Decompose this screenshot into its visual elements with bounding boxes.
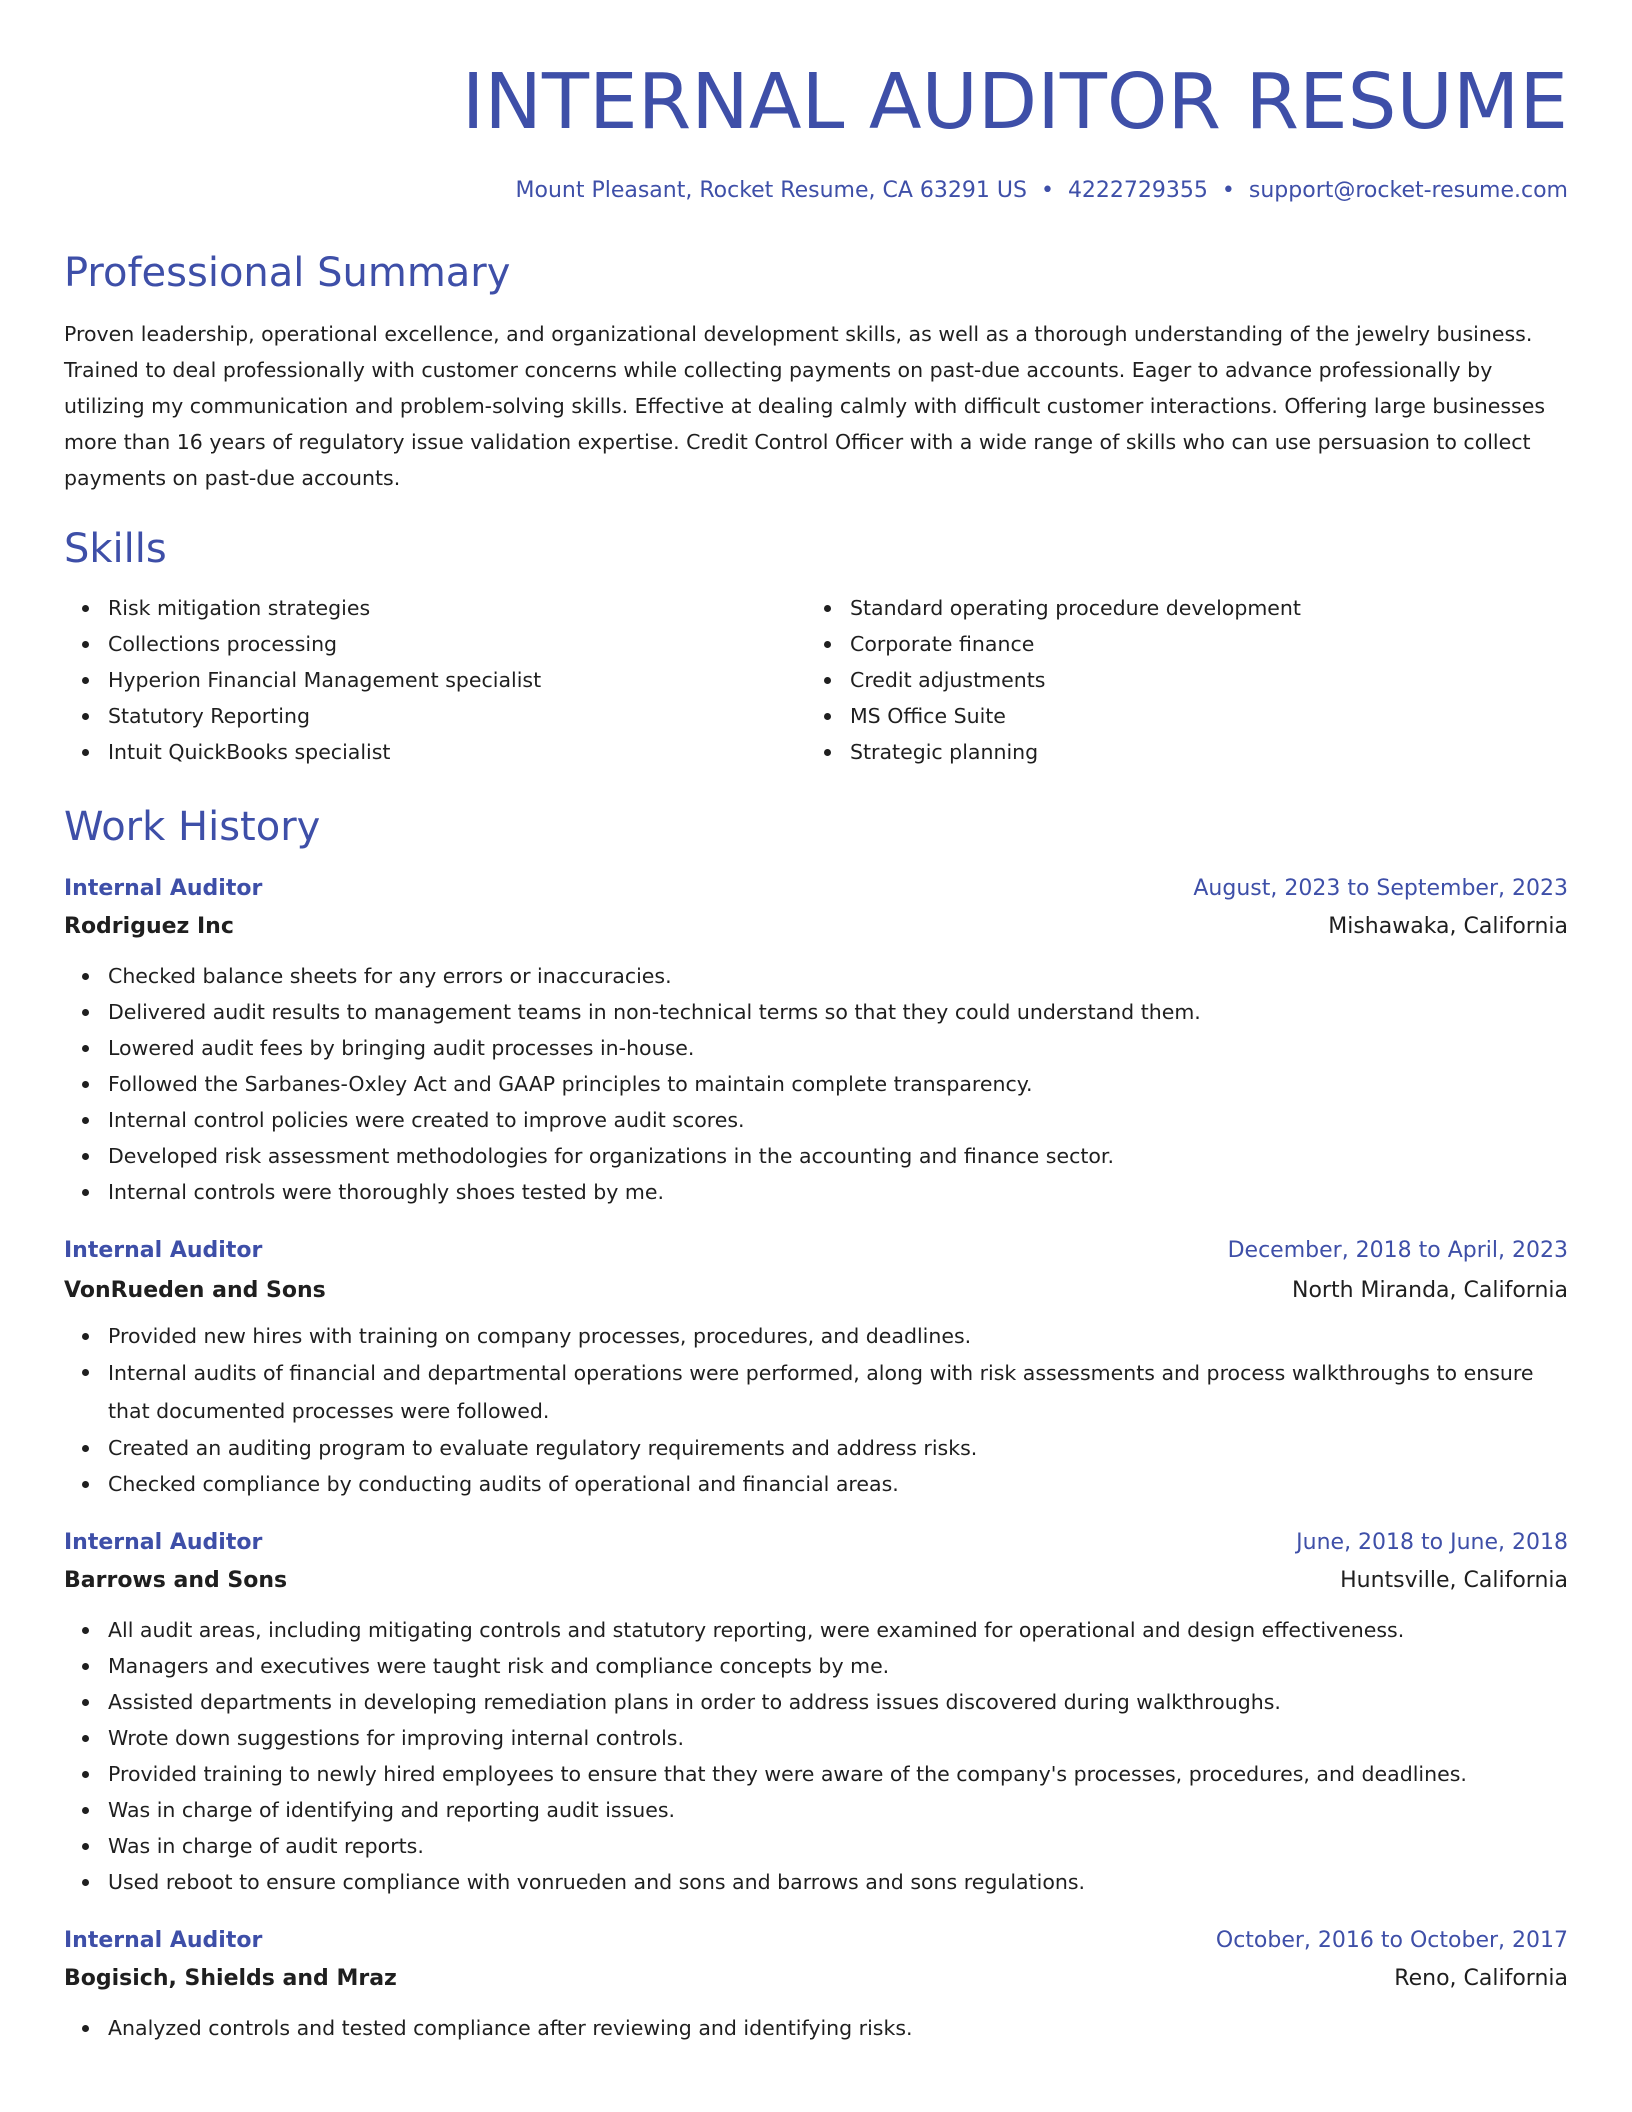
job-entry [64,1926,1568,2046]
skill-item: Standard operating procedure development [850,590,1568,626]
contact-phone: 4222729355 [1067,178,1208,203]
job-bullets [64,1612,1568,1900]
job-entry [64,874,1568,1210]
job-bullet: Analyzed controls and tested compliance after reviewing and identifying risks. [108,2010,1568,2046]
job-bullet: Developed risk assessment methodologies for organizations in the accounting and finance sector. [108,1138,1568,1174]
job-entry [64,1528,1568,1900]
skill-item: Hyperion Financial Management specialist [108,662,806,698]
skills-column-left [64,590,806,770]
skill-item: Credit adjustments [850,662,1568,698]
job-bullets [64,958,1568,1210]
job-bullet: All audit areas, including mitigating controls and statutory reporting, were examined for operational and design effectiveness. [108,1612,1568,1648]
job-title: Internal Auditor [64,1530,263,1555]
resume-title: INTERNAL AUDITOR RESUME [461,58,1568,147]
job-location: Reno, California [1394,1966,1568,1991]
job-bullet: Internal audits of financial and departmental operations were performed, along with risk assessments and process walkthroughs to ensure that documented processes were followed. [108,1354,1568,1430]
job-company-row [64,1964,1568,1994]
job-bullet: Used reboot to ensure compliance with vonrueden and sons and barrows and sons regulations. [108,1864,1568,1900]
job-location: North Miranda, California [1292,1278,1568,1303]
job-company: Bogisich, Shields and Mraz [64,1966,397,1991]
job-company-row [64,912,1568,942]
job-bullet: Managers and executives were taught risk and compliance concepts by me. [108,1648,1568,1684]
job-title: Internal Auditor [64,876,263,901]
contact-separator: • [1040,178,1054,203]
skills-heading: Skills [64,526,167,572]
job-location: Mishawaka, California [1328,914,1568,939]
job-bullet: Lowered audit fees by bringing audit processes in-house. [108,1030,1568,1066]
job-bullet: Internal controls were thoroughly shoes tested by me. [108,1174,1568,1210]
skill-item: Intuit QuickBooks specialist [108,734,806,770]
job-header-row [64,1926,1568,1956]
job-bullets [64,1318,1568,1502]
skill-item: Corporate finance [850,626,1568,662]
skills-column-right [806,590,1568,770]
job-bullet: Was in charge of identifying and reporting audit issues. [108,1792,1568,1828]
job-bullet: Checked compliance by conducting audits of operational and financial areas. [108,1466,1568,1502]
resume-page [64,0,1568,2046]
job-company: Barrows and Sons [64,1568,288,1593]
skills-list [64,590,1568,770]
job-bullet: Followed the Sarbanes-Oxley Act and GAAP principles to maintain complete transparency. [108,1066,1568,1102]
job-company: VonRueden and Sons [64,1278,326,1303]
summary-text: Proven leadership, operational excellence, and organizational development skills, as well as a thorough understanding of the jewelry business. Trained to deal professionally with customer concerns while collecting payments on past-due accounts. Eager to advance professionally by utilizing my communication and problem-solving skills. Effective at dealing calmly with difficult customer interactions. Offering large businesses more than 16 years of regulatory issue validation expertise. Credit Control Officer with a wide range of skills who can use persuasion to collect payments on past-due accounts. [64,322,1546,490]
job-header-row [64,1528,1568,1558]
contact-separator: • [1221,178,1235,203]
job-company-row [64,1566,1568,1596]
job-bullet: Internal control policies were created to improve audit scores. [108,1102,1568,1138]
job-bullet: Provided training to newly hired employees to ensure that they were aware of the company's processes, procedures, and deadlines. [108,1756,1568,1792]
contact-email: support@rocket-resume.com [1248,178,1568,203]
job-bullet: Assisted departments in developing remediation plans in order to address issues discovered during walkthroughs. [108,1684,1568,1720]
job-header-row [64,874,1568,904]
job-entry [64,1236,1568,1502]
contact-line [64,176,1568,206]
summary-heading: Professional Summary [64,250,511,296]
skill-item: Risk mitigation strategies [108,590,806,626]
job-bullets [64,2010,1568,2046]
skill-item: Statutory Reporting [108,698,806,734]
job-title: Internal Auditor [64,1928,263,1953]
skill-item: Strategic planning [850,734,1568,770]
job-bullet: Was in charge of audit reports. [108,1828,1568,1864]
job-dates: October, 2016 to October, 2017 [1215,1928,1568,1953]
skill-item: Collections processing [108,626,806,662]
job-dates: December, 2018 to April, 2023 [1227,1238,1568,1263]
job-dates: June, 2018 to June, 2018 [1296,1530,1568,1555]
job-bullet: Delivered audit results to management teams in non-technical terms so that they could understand them. [108,994,1568,1030]
job-bullet: Checked balance sheets for any errors or inaccuracies. [108,958,1568,994]
job-bullet: Wrote down suggestions for improving internal controls. [108,1720,1568,1756]
job-bullet: Created an auditing program to evaluate regulatory requirements and address risks. [108,1430,1568,1466]
job-title: Internal Auditor [64,1238,263,1263]
job-header-row [64,1236,1568,1266]
work-history-heading: Work History [64,804,321,850]
job-bullet: Provided new hires with training on company processes, procedures, and deadlines. [108,1318,1568,1354]
job-company-row [64,1276,1568,1306]
job-company: Rodriguez Inc [64,914,234,939]
skill-item: MS Office Suite [850,698,1568,734]
job-dates: August, 2023 to September, 2023 [1193,876,1568,901]
job-location: Huntsville, California [1340,1568,1568,1593]
contact-address: Mount Pleasant, Rocket Resume, CA 63291 US [515,178,1027,203]
